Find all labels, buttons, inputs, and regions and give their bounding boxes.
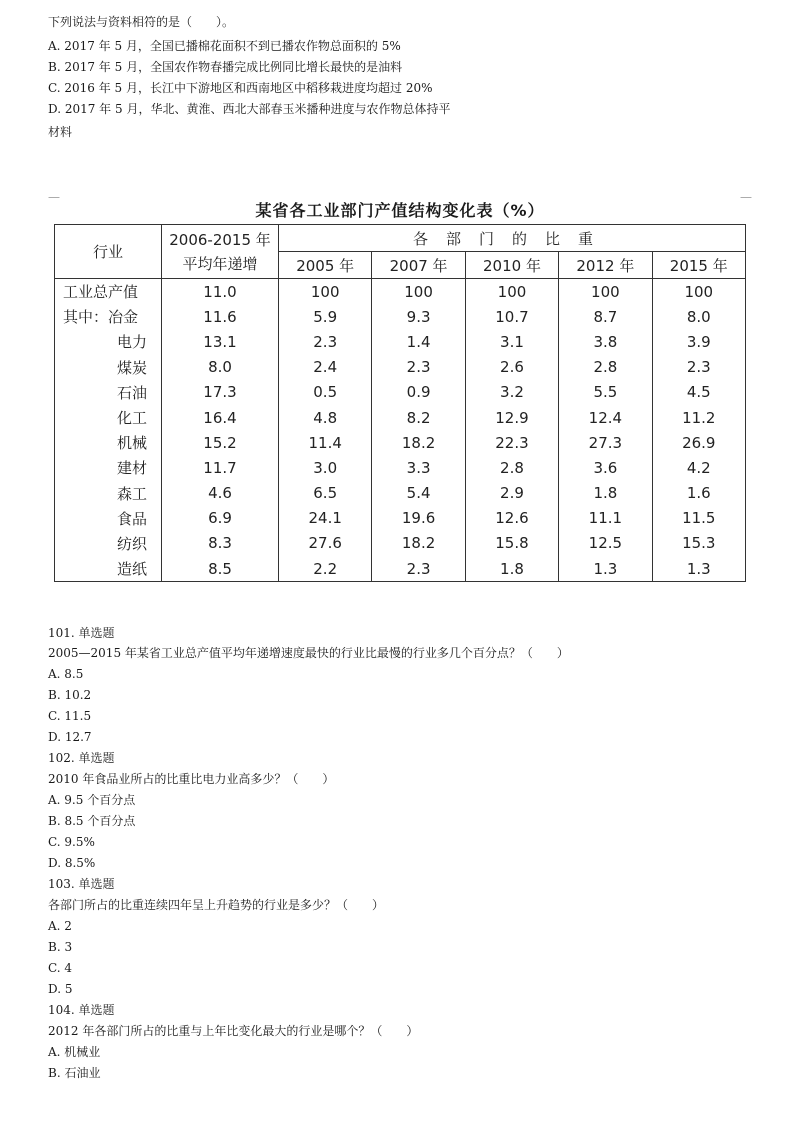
row-share-value: 1.4 bbox=[372, 329, 465, 354]
row-share-value: 10.7 bbox=[465, 304, 558, 329]
row-share-value: 1.8 bbox=[465, 556, 558, 582]
intro-option-c: C. 2016 年 5 月，长江中下游地区和西南地区中稻移栽进度均超过 20% bbox=[48, 81, 433, 95]
table-row bbox=[55, 304, 746, 329]
row-share-value: 2.3 bbox=[372, 355, 465, 380]
row-share-value: 24.1 bbox=[279, 506, 372, 531]
row-growth-value: 11.7 bbox=[162, 455, 279, 480]
row-share-value: 11.1 bbox=[559, 506, 652, 531]
row-share-value: 12.4 bbox=[559, 405, 652, 430]
row-growth-value: 8.3 bbox=[162, 531, 279, 556]
row-share-value: 3.1 bbox=[465, 329, 558, 354]
row-share-value: 22.3 bbox=[465, 430, 558, 455]
row-growth-value: 11.6 bbox=[162, 304, 279, 329]
row-industry-name: 造纸 bbox=[55, 556, 162, 582]
row-share-value: 1.3 bbox=[559, 556, 652, 582]
q101-option-d: D. 12.7 bbox=[48, 730, 92, 744]
q103-text: 各部门所占的比重连续四年呈上升趋势的行业是多少？（ ） bbox=[48, 898, 385, 912]
row-industry-name: 化工 bbox=[55, 405, 162, 430]
scan-mark-left: — bbox=[48, 190, 60, 204]
table-title: 某省各工业部门产值结构变化表（%） bbox=[255, 201, 545, 220]
row-share-value: 100 bbox=[279, 279, 372, 305]
row-share-value: 3.0 bbox=[279, 455, 372, 480]
header-industry: 行业 bbox=[55, 225, 162, 279]
header-year-2005: 2005 年 bbox=[279, 252, 372, 279]
q102-option-d: D. 8.5% bbox=[48, 856, 96, 870]
q101-option-c: C. 11.5 bbox=[48, 709, 92, 723]
row-growth-value: 8.0 bbox=[162, 355, 279, 380]
intro-option-a: A. 2017 年 5 月，全国已播棉花面积不到已播农作物总面积的 5% bbox=[48, 39, 401, 53]
row-share-value: 27.6 bbox=[279, 531, 372, 556]
row-growth-value: 6.9 bbox=[162, 506, 279, 531]
row-share-value: 0.9 bbox=[372, 380, 465, 405]
material-label: 材料 bbox=[48, 125, 73, 139]
q101-text: 2005—2015 年某省工业总产值平均年递增速度最快的行业比最慢的行业多几个百分点？（ ） bbox=[48, 646, 569, 660]
q102-option-b: B. 8.5 个百分点 bbox=[48, 814, 136, 828]
row-share-value: 4.2 bbox=[652, 455, 745, 480]
row-share-value: 15.3 bbox=[652, 531, 745, 556]
scan-mark-right: — bbox=[740, 190, 752, 204]
row-industry-name: 电力 bbox=[55, 329, 162, 354]
q103-option-b: B. 3 bbox=[48, 940, 73, 954]
row-share-value: 15.8 bbox=[465, 531, 558, 556]
table-row bbox=[55, 380, 746, 405]
q104-text: 2012 年各部门所占的比重与上年比变化最大的行业是哪个？（ ） bbox=[48, 1024, 419, 1038]
row-share-value: 8.7 bbox=[559, 304, 652, 329]
header-share-group: 各部门的比重 bbox=[279, 225, 746, 252]
row-share-value: 11.5 bbox=[652, 506, 745, 531]
intro-option-d: D. 2017 年 5 月，华北、黄淮、西北大部春玉米播种进度与农作物总体持平 bbox=[48, 102, 451, 116]
row-industry-name: 建材 bbox=[55, 455, 162, 480]
industry-structure-table bbox=[54, 224, 746, 582]
q104-number: 104. 单选题 bbox=[48, 1003, 115, 1017]
row-share-value: 6.5 bbox=[279, 481, 372, 506]
header-year-2012: 2012 年 bbox=[559, 252, 652, 279]
header-year-2007: 2007 年 bbox=[372, 252, 465, 279]
intro-question: 下列说法与资料相符的是（ ）。 bbox=[48, 15, 235, 29]
row-share-value: 5.9 bbox=[279, 304, 372, 329]
row-share-value: 4.8 bbox=[279, 405, 372, 430]
row-growth-value: 8.5 bbox=[162, 556, 279, 582]
row-share-value: 100 bbox=[559, 279, 652, 305]
row-share-value: 2.3 bbox=[279, 329, 372, 354]
row-share-value: 2.9 bbox=[465, 481, 558, 506]
q102-option-a: A. 9.5 个百分点 bbox=[48, 793, 136, 807]
table-body bbox=[55, 279, 746, 582]
row-industry-name: 其中：冶金 bbox=[55, 304, 162, 329]
row-share-value: 2.8 bbox=[559, 355, 652, 380]
row-industry-name: 纺织 bbox=[55, 531, 162, 556]
intro-option-b: B. 2017 年 5 月，全国农作物春播完成比例同比增长最快的是油料 bbox=[48, 60, 403, 74]
row-industry-name: 食品 bbox=[55, 506, 162, 531]
row-share-value: 5.5 bbox=[559, 380, 652, 405]
table-row bbox=[55, 355, 746, 380]
row-share-value: 100 bbox=[372, 279, 465, 305]
row-industry-name: 煤炭 bbox=[55, 355, 162, 380]
row-share-value: 5.4 bbox=[372, 481, 465, 506]
row-share-value: 12.6 bbox=[465, 506, 558, 531]
row-share-value: 3.9 bbox=[652, 329, 745, 354]
row-industry-name: 工业总产值 bbox=[55, 279, 162, 305]
table-row bbox=[55, 279, 746, 305]
table-row bbox=[55, 430, 746, 455]
header-growth bbox=[162, 225, 279, 279]
row-industry-name: 机械 bbox=[55, 430, 162, 455]
row-share-value: 9.3 bbox=[372, 304, 465, 329]
table-row bbox=[55, 506, 746, 531]
header-growth-line2: 平均年递增 bbox=[182, 254, 258, 273]
q104-option-a: A. 机械业 bbox=[48, 1045, 101, 1059]
row-share-value: 3.2 bbox=[465, 380, 558, 405]
row-share-value: 11.2 bbox=[652, 405, 745, 430]
q102-number: 102. 单选题 bbox=[48, 751, 115, 765]
row-share-value: 2.3 bbox=[652, 355, 745, 380]
row-share-value: 0.5 bbox=[279, 380, 372, 405]
row-share-value: 2.4 bbox=[279, 355, 372, 380]
row-share-value: 1.6 bbox=[652, 481, 745, 506]
table-row bbox=[55, 405, 746, 430]
q104-option-b: B. 石油业 bbox=[48, 1066, 101, 1080]
row-share-value: 100 bbox=[465, 279, 558, 305]
row-growth-value: 17.3 bbox=[162, 380, 279, 405]
row-share-value: 8.2 bbox=[372, 405, 465, 430]
q102-text: 2010 年食品业所占的比重比电力业高多少？（ ） bbox=[48, 772, 335, 786]
row-share-value: 26.9 bbox=[652, 430, 745, 455]
q103-option-d: D. 5 bbox=[48, 982, 73, 996]
row-share-value: 2.6 bbox=[465, 355, 558, 380]
row-share-value: 18.2 bbox=[372, 531, 465, 556]
q101-number: 101. 单选题 bbox=[48, 626, 115, 640]
row-growth-value: 11.0 bbox=[162, 279, 279, 305]
row-share-value: 1.8 bbox=[559, 481, 652, 506]
q101-option-a: A. 8.5 bbox=[48, 667, 84, 681]
row-growth-value: 13.1 bbox=[162, 329, 279, 354]
row-share-value: 1.3 bbox=[652, 556, 745, 582]
table-row bbox=[55, 531, 746, 556]
table-row bbox=[55, 329, 746, 354]
row-share-value: 18.2 bbox=[372, 430, 465, 455]
row-industry-name: 石油 bbox=[55, 380, 162, 405]
row-share-value: 100 bbox=[652, 279, 745, 305]
q102-option-c: C. 9.5% bbox=[48, 835, 95, 849]
q101-option-b: B. 10.2 bbox=[48, 688, 92, 702]
row-share-value: 27.3 bbox=[559, 430, 652, 455]
row-share-value: 4.5 bbox=[652, 380, 745, 405]
row-share-value: 12.9 bbox=[465, 405, 558, 430]
header-growth-line1: 2006-2015 年 bbox=[169, 230, 271, 249]
row-share-value: 2.8 bbox=[465, 455, 558, 480]
row-share-value: 11.4 bbox=[279, 430, 372, 455]
row-share-value: 3.6 bbox=[559, 455, 652, 480]
row-share-value: 12.5 bbox=[559, 531, 652, 556]
row-share-value: 3.3 bbox=[372, 455, 465, 480]
row-share-value: 3.8 bbox=[559, 329, 652, 354]
q103-number: 103. 单选题 bbox=[48, 877, 115, 891]
table-row bbox=[55, 481, 746, 506]
q103-option-c: C. 4 bbox=[48, 961, 73, 975]
row-share-value: 8.0 bbox=[652, 304, 745, 329]
header-year-2010: 2010 年 bbox=[465, 252, 558, 279]
row-growth-value: 16.4 bbox=[162, 405, 279, 430]
q103-option-a: A. 2 bbox=[48, 919, 72, 933]
row-share-value: 19.6 bbox=[372, 506, 465, 531]
row-industry-name: 森工 bbox=[55, 481, 162, 506]
row-growth-value: 15.2 bbox=[162, 430, 279, 455]
table-row bbox=[55, 455, 746, 480]
row-growth-value: 4.6 bbox=[162, 481, 279, 506]
table-row bbox=[55, 556, 746, 582]
row-share-value: 2.3 bbox=[372, 556, 465, 582]
header-year-2015: 2015 年 bbox=[652, 252, 745, 279]
row-share-value: 2.2 bbox=[279, 556, 372, 582]
